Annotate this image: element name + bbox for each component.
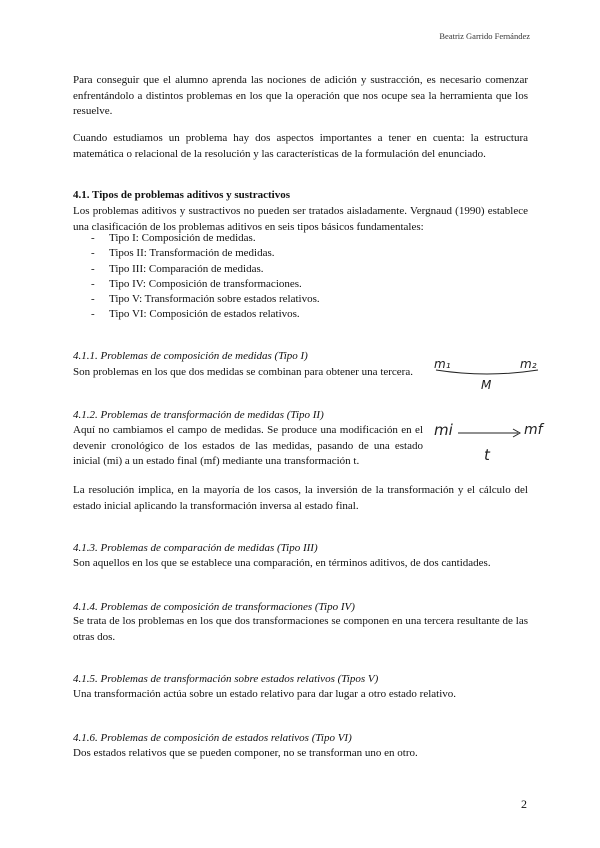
running-header: Beatriz Garrido Fernández (439, 31, 530, 41)
type-list (73, 231, 320, 323)
subsection-text-5: Una transformación actúa sobre un estado relativo para dar lugar a otro estado relativo. (73, 688, 457, 700)
list-item: - Tipo III: Comparación de medidas. (73, 262, 320, 277)
section-intro: Los problemas aditivos y sustractivos no pueden ser tratados aisladamente. Vergnaud (1990) establece una clasificación de los problemas aditivos en seis tipos básicos fundamentales: (73, 205, 528, 233)
diagram-label-initial: mi (434, 421, 453, 439)
subsection-title-5: 4.1.5. Problemas de transformación sobre estados relativos (Tipos V) (73, 673, 379, 685)
subsection-title-2: 4.1.2. Problemas de transformación de medidas (Tipo II) (73, 409, 324, 421)
subsection-extra-2: La resolución implica, en la mayoría de los casos, la inversión de la transformación y el cálculo del estado inicial aplicando la transformación inversa al estado final. (73, 484, 528, 512)
list-item: - Tipo IV: Composición de transformaciones. (73, 277, 320, 292)
diagram-label-m1: m₁ (434, 357, 451, 371)
subsection-text-1: Son problemas en los que dos medidas se combinan para obtener una tercera. (73, 366, 413, 378)
section-title: 4.1. Tipos de problemas aditivos y sustractivos (73, 189, 290, 201)
subsection-text-3: Son aquellos en los que se establece una comparación, en términos aditivos, de dos cantidades. (73, 557, 491, 569)
subsection-title-4: 4.1.4. Problemas de composición de transformaciones (Tipo IV) (73, 601, 355, 613)
composition-diagram (432, 356, 542, 396)
page-number: 2 (521, 797, 527, 811)
subsection-text-6: Dos estados relativos que se pueden componer, no se transforman uno en otro. (73, 747, 418, 759)
list-item: - Tipo VI: Composición de estados relativos. (73, 307, 320, 322)
list-item: - Tipos II: Transformación de medidas. (73, 246, 320, 261)
subsection-text-2: Aquí no cambiamos el campo de medidas. Se produce una modificación en el devenir cronológico de los estados de las medidas, pasando de una estado inicial (mi) a un estado final (mf) mediante una transformación t. (73, 424, 423, 467)
list-item: - Tipo I: Composición de medidas. (73, 231, 320, 246)
intro-paragraph-2: Cuando estudiamos un problema hay dos aspectos importantes a tener en cuenta: la estructura matemática o relacional de la resolución y las características de la formulación del enunciado. (73, 132, 528, 160)
list-item: - Tipo V: Transformación sobre estados relativos. (73, 292, 320, 307)
transformation-diagram (432, 418, 552, 468)
diagram-label-transformation: t (484, 446, 490, 464)
diagram-label-m2: m₂ (520, 357, 537, 371)
subsection-text-4: Se trata de los problemas en los que dos transformaciones se componen en una tercera resultante de las otras dos. (73, 615, 528, 643)
diagram-label-final: mf (524, 422, 543, 438)
subsection-title-1: 4.1.1. Problemas de composición de medidas (Tipo I) (73, 350, 308, 362)
diagram-label-total: M (481, 378, 492, 392)
subsection-title-6: 4.1.6. Problemas de composición de estados relativos (Tipo VI) (73, 732, 352, 744)
intro-paragraph-1: Para conseguir que el alumno aprenda las nociones de adición y sustracción, es necesario comenzar enfrentándolo a distintos problemas en los que la operación que nos ocupe sea la herramienta que los resuelve. (73, 74, 528, 117)
subsection-title-3: 4.1.3. Problemas de comparación de medidas (Tipo III) (73, 542, 318, 554)
